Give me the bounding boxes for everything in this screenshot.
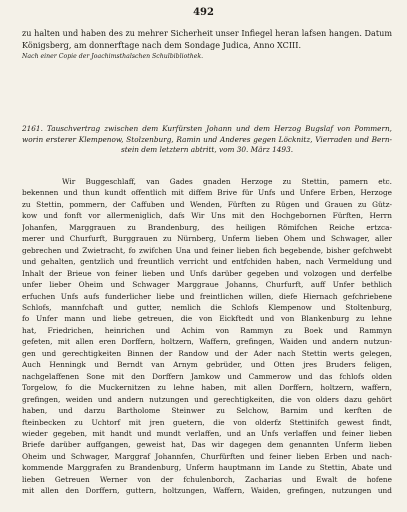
body-line: und gehalten, gentzlich und freuntlich verricht und entfchiden haben, nach Vermeldung und	[22, 257, 392, 267]
body-line: bekennen und thun kundt offentlich mit diffem Brive für Unfs und Unfere Erben, Herzoge	[22, 188, 392, 198]
body-line: unfer lieber Oheim und Schwager Marggraue Johanns, Churfurft, auff Unfer bethlich	[22, 280, 392, 290]
body-line: haben, und darzu Bartholome Steinwer zu Selchow, Barnim und kerften de	[22, 406, 392, 416]
previous-document-ending	[22, 27, 392, 62]
text-line: zu halten und haben des zu mehrer Sicherheit unser Infiegel heran lafsen hangen. Datum	[22, 28, 392, 38]
body-line: fo Unfer mann und liebe getreuen, die von Eickftedt und von Blankenburg zu lehne	[22, 314, 392, 324]
body-line: erfuchen Unfs aufs funderlicher liebe und freintlichen willen, diefe Hiernach gefchriebene	[22, 291, 392, 301]
body-line: Schlofs, mannfchaft und gutter, nemlich die Schlofs Klempenow und Stoltenburg,	[22, 302, 392, 312]
body-line: fteinbecken zu Uchtorf mit jren guetern, die von olderfz Stettinifch gewest findt,	[22, 417, 392, 427]
body-line: nachgelaffenen Sone mit den Dorffern Jamkow und Cammerow und das fchlofs olden	[22, 371, 392, 381]
body-line: grefingen, weiden und andern nutzungen und gerechtigkeiten, die von olders dazu gehört	[22, 394, 392, 404]
body-line: Torgelow, fo die Muckernitzen zu lehne haben, mit allen Dorffern, holtzern, waffern,	[22, 383, 392, 393]
body-line: gebrechen und Zwietracht, fo zwifchen Una und feiner lieben fich begebende, bisher gefchwebt	[22, 245, 392, 255]
heading-line: worin ersterer Klempenow, Stolzenburg, Ramin und Anderes gegen Löcknitz, Vierraden und Bern-	[22, 134, 392, 144]
body-line: kommende Marggrafen zu Brandenburg, Unferm hauptmann im Lande zu Stettin, Abate und	[22, 463, 392, 473]
body-line: zu Stettin, pommern, der Caffuben und Wenden, Fürften zu Rügen und Grauen zu Gütz-	[22, 199, 392, 209]
body-line: merer und Churfurft, Burggrauen zu Nürnberg, Unferm lieben Ohem und Schwager, aller	[22, 234, 392, 244]
text-line: Königsberg, am donnerftage nach dem Sondage Judica, Anno XCIII.	[22, 40, 302, 50]
body-line: mit allen den Dorffern, guttern, holtzungen, Waffern, Waiden, grefingen, nutzungen und	[22, 486, 392, 496]
source-note: Nach einer Copie der Joachimsthalschen Schulbibliothek.	[22, 53, 204, 60]
body-line: Auch Henningk und Berndt van Arnym gebrüder, und Otten jres Bruders feligen,	[22, 360, 392, 370]
body-line: hat, Friedrichen, heinrichen und Achim von Rammyn zu Boek und Rammyn	[22, 325, 392, 335]
body-line: lieben Getreuen Werner von der fchulenborch, Zacharias und Ewalt de hofene	[22, 474, 392, 484]
body-line: Johanfen, Marggrauen zu Brandenburg, des heiligen Römifchen Reiche ertzca-	[22, 222, 392, 232]
heading-line: 2161. Tauschvertrag zwischen dem Kurfürsten Johann und dem Herzog Bugslaf von Pommern,	[22, 124, 392, 133]
body-line: kow und fonft vor allermeniglich, dafs Wir Uns mit den Hochgebornen Fürften, Herrn	[22, 211, 392, 221]
body-line: gen und gerechtigkeiten Binnen der Randow und der Ader nach Stettin werts gelegen,	[22, 348, 392, 358]
body-line: Wir Buggeschlaff, van Gades gnaden Herzoge zu Stettin, pamern etc.	[62, 177, 392, 186]
body-line: gefeten, mit allen eren Dorffern, holtzern, Waffern, grefingen, Waiden und andern nutzun-	[22, 337, 392, 347]
entry-body	[22, 176, 392, 497]
body-line: Briefe darüber auffgangen, geweist hat, Das wir dagegen dem genannten Unferm lieben	[22, 440, 392, 450]
entry-heading	[22, 124, 392, 156]
heading-line: stein dem letztern abtritt, vom 30. März 1493.	[120, 145, 294, 155]
page-number: 492	[193, 7, 214, 18]
body-line: Oheim und Schwager, Marggraf Johannfen, Churfürften und feiner lieben Erben und nach-	[22, 451, 392, 461]
body-line: Inhalt der Brieue von feiner lieben und Unfs darüber gegeben und volzogen und derfelbe	[22, 268, 392, 278]
body-line: wieder gegeben, mit handt und mundt verlaffen, und an Unfs verlaffen und feiner lieben	[22, 428, 392, 438]
